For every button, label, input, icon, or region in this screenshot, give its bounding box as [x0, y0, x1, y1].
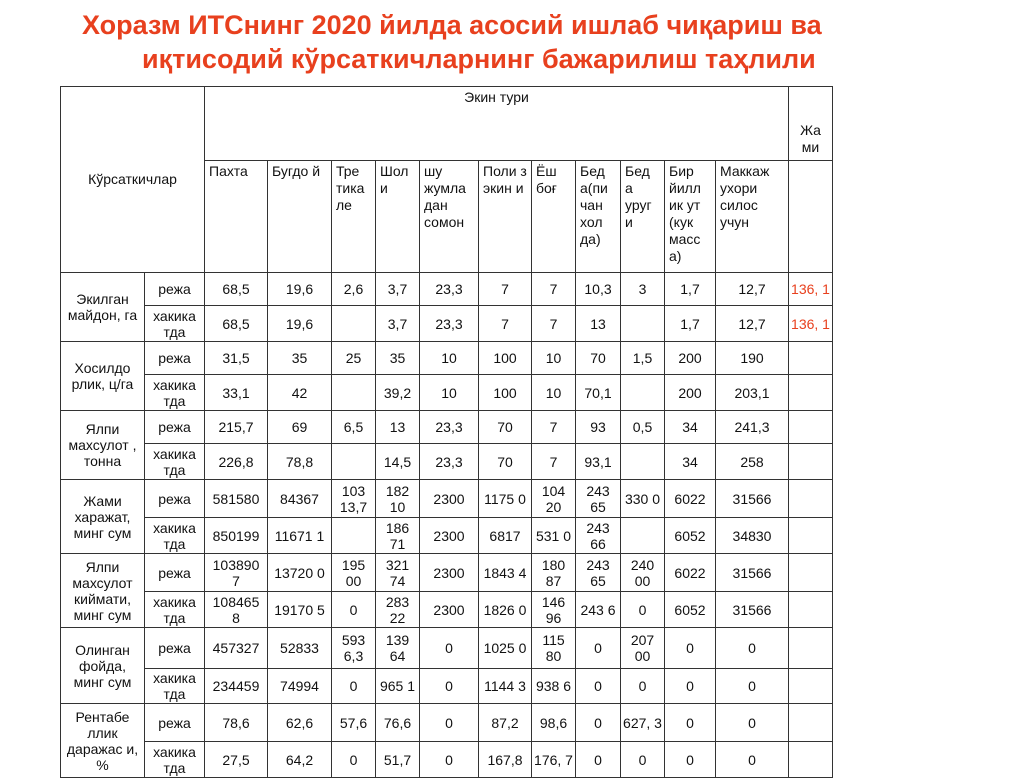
- value-cell: 243 66: [576, 518, 621, 554]
- total-cell: [789, 518, 833, 554]
- value-cell: 6022: [665, 554, 716, 592]
- value-cell: 69: [268, 411, 332, 444]
- value-cell: 23,3: [420, 411, 479, 444]
- total-cell: [789, 669, 833, 704]
- value-cell: 11671 1: [268, 518, 332, 554]
- value-cell: 13: [576, 306, 621, 342]
- value-cell: 0,5: [621, 411, 665, 444]
- row-sublabel: хакика тда: [145, 375, 205, 411]
- value-cell: 7: [479, 306, 532, 342]
- indicators-table: [60, 86, 833, 778]
- value-cell: 34830: [716, 518, 789, 554]
- value-cell: 0: [665, 742, 716, 778]
- value-cell: 0: [576, 742, 621, 778]
- slide-title: [60, 8, 960, 76]
- value-cell: 2300: [420, 480, 479, 518]
- value-cell: 10: [420, 375, 479, 411]
- row-label: Жами харажат, минг сум: [61, 480, 145, 554]
- value-cell: 12,7: [716, 273, 789, 306]
- value-cell: 965 1: [376, 669, 420, 704]
- table-row: [61, 518, 833, 554]
- value-cell: 0: [420, 669, 479, 704]
- value-cell: [621, 306, 665, 342]
- value-cell: 0: [716, 704, 789, 742]
- value-cell: 321 74: [376, 554, 420, 592]
- value-cell: 240 00: [621, 554, 665, 592]
- value-cell: 0: [621, 742, 665, 778]
- value-cell: 203,1: [716, 375, 789, 411]
- value-cell: 100: [479, 375, 532, 411]
- value-cell: 186 71: [376, 518, 420, 554]
- value-cell: [621, 444, 665, 480]
- value-cell: 6052: [665, 592, 716, 628]
- value-cell: 10: [532, 342, 576, 375]
- value-cell: 0: [576, 704, 621, 742]
- value-cell: 103 13,7: [332, 480, 376, 518]
- value-cell: 0: [716, 669, 789, 704]
- value-cell: 25: [332, 342, 376, 375]
- value-cell: 7: [479, 273, 532, 306]
- row-label: Экилган майдон, га: [61, 273, 145, 342]
- total-cell: 136, 1: [789, 273, 833, 306]
- row-sublabel: режа: [145, 480, 205, 518]
- value-cell: 84367: [268, 480, 332, 518]
- table-row: [61, 306, 833, 342]
- total-cell: 136, 1: [789, 306, 833, 342]
- value-cell: 0: [621, 669, 665, 704]
- value-cell: 850199: [205, 518, 268, 554]
- value-cell: 226,8: [205, 444, 268, 480]
- value-cell: 19,6: [268, 306, 332, 342]
- value-cell: 243 65: [576, 480, 621, 518]
- row-label: Ялпи махсулот , тонна: [61, 411, 145, 480]
- value-cell: 0: [420, 742, 479, 778]
- value-cell: 258: [716, 444, 789, 480]
- row-sublabel: хакика тда: [145, 669, 205, 704]
- row-sublabel: режа: [145, 628, 205, 669]
- value-cell: 207 00: [621, 628, 665, 669]
- value-cell: 39,2: [376, 375, 420, 411]
- value-cell: 19,6: [268, 273, 332, 306]
- value-cell: 70: [479, 444, 532, 480]
- value-cell: 70: [479, 411, 532, 444]
- value-cell: 7: [532, 306, 576, 342]
- row-sublabel: хакика тда: [145, 742, 205, 778]
- row-label: Рентабе ллик даражас и, %: [61, 704, 145, 778]
- value-cell: 35: [268, 342, 332, 375]
- value-cell: 581580: [205, 480, 268, 518]
- crop-header-6: Ёш боғ: [532, 161, 576, 273]
- value-cell: 31,5: [205, 342, 268, 375]
- header-row-1: [61, 87, 833, 161]
- value-cell: 190: [716, 342, 789, 375]
- table-row: [61, 669, 833, 704]
- metric-header: Кўрсаткичлар: [61, 87, 205, 273]
- row-sublabel: хакика тда: [145, 518, 205, 554]
- value-cell: 0: [576, 628, 621, 669]
- value-cell: 0: [621, 592, 665, 628]
- table-row: [61, 342, 833, 375]
- crop-header-10: Маккаж ухори силос учун: [716, 161, 789, 273]
- value-cell: 6817: [479, 518, 532, 554]
- value-cell: 12,7: [716, 306, 789, 342]
- row-sublabel: хакика тда: [145, 592, 205, 628]
- value-cell: [621, 518, 665, 554]
- row-sublabel: режа: [145, 554, 205, 592]
- value-cell: [332, 444, 376, 480]
- value-cell: 3,7: [376, 273, 420, 306]
- table-row: [61, 628, 833, 669]
- value-cell: 330 0: [621, 480, 665, 518]
- total-blank-cell: [789, 161, 833, 273]
- value-cell: 104 20: [532, 480, 576, 518]
- value-cell: 1843 4: [479, 554, 532, 592]
- value-cell: 2300: [420, 592, 479, 628]
- value-cell: 7: [532, 411, 576, 444]
- value-cell: [332, 375, 376, 411]
- table-row: [61, 592, 833, 628]
- value-cell: 78,6: [205, 704, 268, 742]
- value-cell: 27,5: [205, 742, 268, 778]
- value-cell: 180 87: [532, 554, 576, 592]
- value-cell: 23,3: [420, 273, 479, 306]
- value-cell: 0: [665, 669, 716, 704]
- value-cell: 52833: [268, 628, 332, 669]
- row-sublabel: режа: [145, 342, 205, 375]
- value-cell: 139 64: [376, 628, 420, 669]
- total-cell: [789, 411, 833, 444]
- value-cell: 234459: [205, 669, 268, 704]
- value-cell: 0: [332, 669, 376, 704]
- table-row: [61, 273, 833, 306]
- table-row: [61, 411, 833, 444]
- total-cell: [789, 742, 833, 778]
- value-cell: 938 6: [532, 669, 576, 704]
- value-cell: 182 10: [376, 480, 420, 518]
- table-row: [61, 554, 833, 592]
- value-cell: 146 96: [532, 592, 576, 628]
- value-cell: 215,7: [205, 411, 268, 444]
- total-cell: [789, 480, 833, 518]
- crop-header-9: Бир йилл ик ут (кук масс а): [665, 161, 716, 273]
- value-cell: 62,6: [268, 704, 332, 742]
- value-cell: 2300: [420, 554, 479, 592]
- total-cell: [789, 375, 833, 411]
- value-cell: 3: [621, 273, 665, 306]
- table-row: [61, 704, 833, 742]
- value-cell: 7: [532, 444, 576, 480]
- value-cell: 87,2: [479, 704, 532, 742]
- value-cell: 64,2: [268, 742, 332, 778]
- value-cell: 243 65: [576, 554, 621, 592]
- row-label: Хосилдо рлик, ц/га: [61, 342, 145, 411]
- value-cell: 200: [665, 342, 716, 375]
- value-cell: 2,6: [332, 273, 376, 306]
- value-cell: 74994: [268, 669, 332, 704]
- total-cell: [789, 554, 833, 592]
- table-row: [61, 742, 833, 778]
- value-cell: 1025 0: [479, 628, 532, 669]
- total-cell: [789, 704, 833, 742]
- value-cell: 70: [576, 342, 621, 375]
- value-cell: [332, 306, 376, 342]
- value-cell: 1144 3: [479, 669, 532, 704]
- value-cell: 93,1: [576, 444, 621, 480]
- value-cell: 68,5: [205, 306, 268, 342]
- crop-header-7: Бед а(пи чан хол да): [576, 161, 621, 273]
- row-sublabel: режа: [145, 411, 205, 444]
- value-cell: 0: [576, 669, 621, 704]
- value-cell: 13: [376, 411, 420, 444]
- value-cell: 0: [665, 704, 716, 742]
- value-cell: 627, 3: [621, 704, 665, 742]
- value-cell: 68,5: [205, 273, 268, 306]
- value-cell: 103890 7: [205, 554, 268, 592]
- value-cell: 167,8: [479, 742, 532, 778]
- value-cell: 457327: [205, 628, 268, 669]
- value-cell: 1826 0: [479, 592, 532, 628]
- value-cell: 0: [665, 628, 716, 669]
- row-sublabel: хакика тда: [145, 306, 205, 342]
- crop-header-3: Шол и: [376, 161, 420, 273]
- value-cell: 108465 8: [205, 592, 268, 628]
- crop-header-4: шу жумла дан сомон: [420, 161, 479, 273]
- value-cell: 10: [532, 375, 576, 411]
- crop-header-1: Бугдо й: [268, 161, 332, 273]
- crop-header-2: Тре тика ле: [332, 161, 376, 273]
- value-cell: 0: [716, 628, 789, 669]
- total-cell: [789, 592, 833, 628]
- value-cell: 10: [420, 342, 479, 375]
- value-cell: 31566: [716, 554, 789, 592]
- value-cell: 531 0: [532, 518, 576, 554]
- value-cell: 31566: [716, 592, 789, 628]
- value-cell: 3,7: [376, 306, 420, 342]
- value-cell: 6,5: [332, 411, 376, 444]
- value-cell: 176, 7: [532, 742, 576, 778]
- value-cell: 0: [420, 704, 479, 742]
- value-cell: 115 80: [532, 628, 576, 669]
- total-cell: [789, 444, 833, 480]
- value-cell: 1175 0: [479, 480, 532, 518]
- crop-header-5: Поли з экин и: [479, 161, 532, 273]
- value-cell: 23,3: [420, 444, 479, 480]
- value-cell: 0: [332, 592, 376, 628]
- value-cell: 0: [332, 742, 376, 778]
- crop-header-8: Бед а уруг и: [621, 161, 665, 273]
- value-cell: 34: [665, 411, 716, 444]
- value-cell: 10,3: [576, 273, 621, 306]
- value-cell: 200: [665, 375, 716, 411]
- crop-header-0: Пахта: [205, 161, 268, 273]
- value-cell: 98,6: [532, 704, 576, 742]
- value-cell: 35: [376, 342, 420, 375]
- value-cell: 593 6,3: [332, 628, 376, 669]
- value-cell: 57,6: [332, 704, 376, 742]
- crop-type-header: Экин тури: [205, 87, 789, 161]
- value-cell: 14,5: [376, 444, 420, 480]
- value-cell: 283 22: [376, 592, 420, 628]
- row-label: Ялпи махсулот киймати, минг сум: [61, 554, 145, 628]
- value-cell: 100: [479, 342, 532, 375]
- value-cell: 1,7: [665, 306, 716, 342]
- value-cell: 78,8: [268, 444, 332, 480]
- value-cell: 195 00: [332, 554, 376, 592]
- total-cell: [789, 628, 833, 669]
- value-cell: 6022: [665, 480, 716, 518]
- value-cell: 70,1: [576, 375, 621, 411]
- value-cell: 13720 0: [268, 554, 332, 592]
- value-cell: [621, 375, 665, 411]
- total-cell: [789, 342, 833, 375]
- value-cell: 33,1: [205, 375, 268, 411]
- row-sublabel: хакика тда: [145, 444, 205, 480]
- value-cell: 23,3: [420, 306, 479, 342]
- value-cell: 76,6: [376, 704, 420, 742]
- value-cell: 42: [268, 375, 332, 411]
- row-sublabel: режа: [145, 273, 205, 306]
- value-cell: 31566: [716, 480, 789, 518]
- title-line-1: Хоразм ИТСнинг 2020 йилда асосий ишлаб чиқариш ва: [82, 10, 822, 40]
- table-row: [61, 480, 833, 518]
- table-row: [61, 444, 833, 480]
- value-cell: 6052: [665, 518, 716, 554]
- value-cell: 93: [576, 411, 621, 444]
- value-cell: 0: [420, 628, 479, 669]
- value-cell: 7: [532, 273, 576, 306]
- row-sublabel: режа: [145, 704, 205, 742]
- value-cell: 241,3: [716, 411, 789, 444]
- value-cell: 51,7: [376, 742, 420, 778]
- title-line-2: иқтисодий кўрсаткичларнинг бажарилиш таҳлили: [142, 44, 816, 74]
- value-cell: 0: [716, 742, 789, 778]
- value-cell: 2300: [420, 518, 479, 554]
- value-cell: 19170 5: [268, 592, 332, 628]
- row-label: Олинган фойда, минг сум: [61, 628, 145, 704]
- value-cell: 243 6: [576, 592, 621, 628]
- value-cell: 34: [665, 444, 716, 480]
- value-cell: 1,7: [665, 273, 716, 306]
- total-header: Жа ми: [789, 87, 833, 161]
- value-cell: [332, 518, 376, 554]
- value-cell: 1,5: [621, 342, 665, 375]
- table-row: [61, 375, 833, 411]
